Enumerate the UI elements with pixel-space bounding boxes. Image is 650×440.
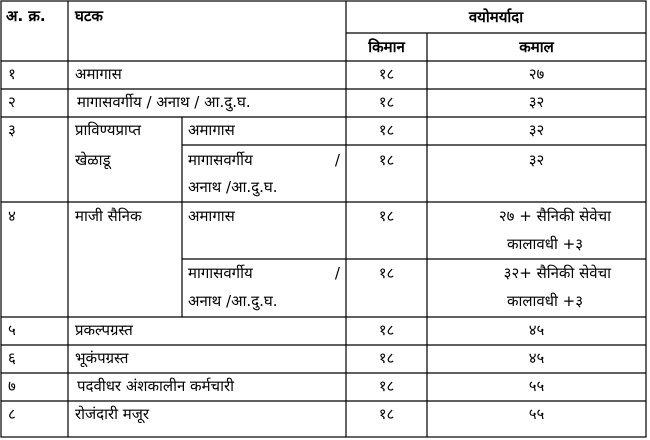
row-5-max: ४५ [528, 321, 545, 339]
header-age-limit: वयोमर्यादा [468, 8, 524, 26]
row-1-component: अमागास [75, 65, 122, 83]
header-maximum: कमाल [519, 38, 554, 56]
row-6-no: ६ [8, 349, 16, 367]
row-8-component: रोजंदारी मजूर [75, 405, 150, 423]
header-component: घटक [75, 7, 103, 25]
row-7-max: ५५ [528, 377, 545, 395]
row-4-sub-2-label-line-2: अनाथ /आ.दु.घ. [188, 292, 278, 310]
row-5-min: १८ [378, 321, 395, 339]
header-minimum: किमान [368, 38, 405, 56]
row-4-no: ४ [8, 207, 16, 225]
row-1-no: १ [8, 65, 16, 83]
row-7-no: ७ [8, 377, 16, 395]
row-4-sub-2-max-line-1: ३२+ सैनिकी सेवेचा [503, 264, 611, 282]
row-2-max: ३२ [528, 93, 545, 111]
row-4-sub-2-min: १८ [378, 264, 395, 282]
row-1-max: २७ [528, 65, 545, 83]
row-3-sub-1-min: १८ [378, 121, 395, 139]
row-8-max: ५५ [528, 405, 545, 423]
row-3-component-line-2: खेळाडू [75, 151, 111, 169]
row-5-no: ५ [8, 321, 16, 339]
row-5-component: प्रकल्पग्रस्त [75, 321, 133, 339]
row-4-sub-1-max-line-2: कालावधी +३ [506, 235, 583, 253]
row-4-sub-1-max-line-1: २७ + सैनिकी सेवेचा [498, 207, 611, 225]
row-6-max: ४५ [528, 349, 545, 367]
row-3-sub-2-label-line-1: मागासवर्गीय / [188, 151, 340, 169]
row-7-min: १८ [378, 377, 395, 395]
row-6-min: १८ [378, 349, 395, 367]
row-3-no: ३ [8, 121, 16, 139]
row-3-sub-1-max: ३२ [528, 121, 545, 139]
row-6-component: भूकंपग्रस्त [75, 349, 129, 367]
row-8-no: ८ [8, 405, 16, 423]
row-3-sub-1-label: अमागास [188, 121, 235, 139]
row-1-min: १८ [378, 65, 395, 83]
row-4-sub-2-max-line-2: कालावधी +३ [506, 292, 583, 310]
row-3-sub-2-max: ३२ [528, 151, 545, 169]
row-7-component: पदवीधर अंशकालीन कर्मचारी [77, 377, 234, 395]
row-4-sub-1-min: १८ [378, 207, 395, 225]
header-serial: अ. क्र. [6, 7, 46, 25]
row-2-component: मागासवर्गीय / अनाथ / आ.दु.घ. [77, 93, 251, 111]
row-4-component: माजी सैनिक [75, 207, 142, 225]
row-3-sub-2-min: १८ [378, 151, 395, 169]
row-4-sub-1-label: अमागास [188, 207, 235, 225]
row-2-no: २ [8, 93, 16, 111]
row-8-min: १८ [378, 405, 395, 423]
row-4-sub-2-label-line-1: मागासवर्गीय / [188, 264, 340, 282]
row-3-sub-2-label-line-2: अनाथ /आ.दु.घ. [188, 178, 278, 196]
row-3-component-line-1: प्राविण्यप्राप्त [75, 121, 142, 139]
row-2-min: १८ [378, 93, 395, 111]
